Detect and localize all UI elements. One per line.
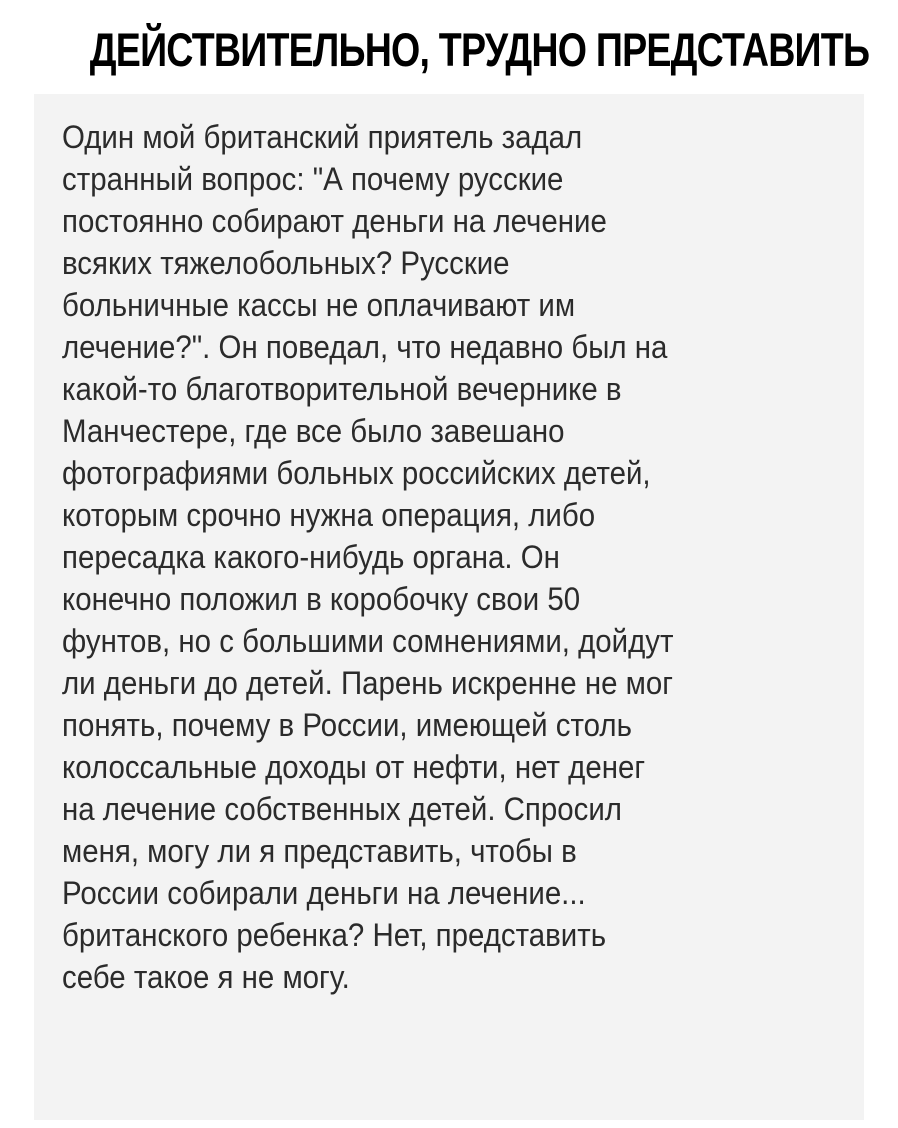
post-text: [62, 116, 832, 998]
post-line: конечно положил в коробочку свои 50: [62, 581, 581, 617]
post-line: Один мой британский приятель задал: [62, 119, 583, 155]
post-line: колоссальные доходы от нефти, нет денег: [62, 749, 646, 785]
post-line: России собирали деньги на лечение...: [62, 875, 586, 911]
post-line: больничные кассы не оплачивают им: [62, 287, 576, 323]
post-line: постоянно собирают деньги на лечение: [62, 203, 607, 239]
post-line: фунтов, но с большими сомнениями, дойдут: [62, 623, 674, 659]
headline: ДЕЙСТВИТЕЛЬНО, ТРУДНО ПРЕДСТАВИТЬ: [89, 23, 870, 76]
post-line: всяких тяжелобольных? Русские: [62, 245, 510, 281]
post-line: себе такое я не могу.: [62, 959, 350, 995]
post-line: ли деньги до детей. Парень искренне не мог: [62, 665, 674, 701]
post-card: [34, 94, 864, 1120]
post-line: какой-то благотворительной вечернике в: [62, 371, 622, 407]
post-line: Манчестере, где все было завешано: [62, 413, 565, 449]
post-line: странный вопрос: "А почему русские: [62, 161, 564, 197]
post-line: лечение?". Он поведал, что недавно был на: [62, 329, 668, 365]
post-line: на лечение собственных детей. Спросил: [62, 791, 622, 827]
post-line: которым срочно нужна операция, либо: [62, 497, 596, 533]
post-line: понять, почему в России, имеющей столь: [62, 707, 632, 743]
post-line: меня, могу ли я представить, чтобы в: [62, 833, 577, 869]
post-line: пересадка какого-нибудь органа. Он: [62, 539, 560, 575]
post-line: фотографиями больных российских детей,: [62, 455, 651, 491]
post-line: британского ребенка? Нет, представить: [62, 917, 607, 953]
